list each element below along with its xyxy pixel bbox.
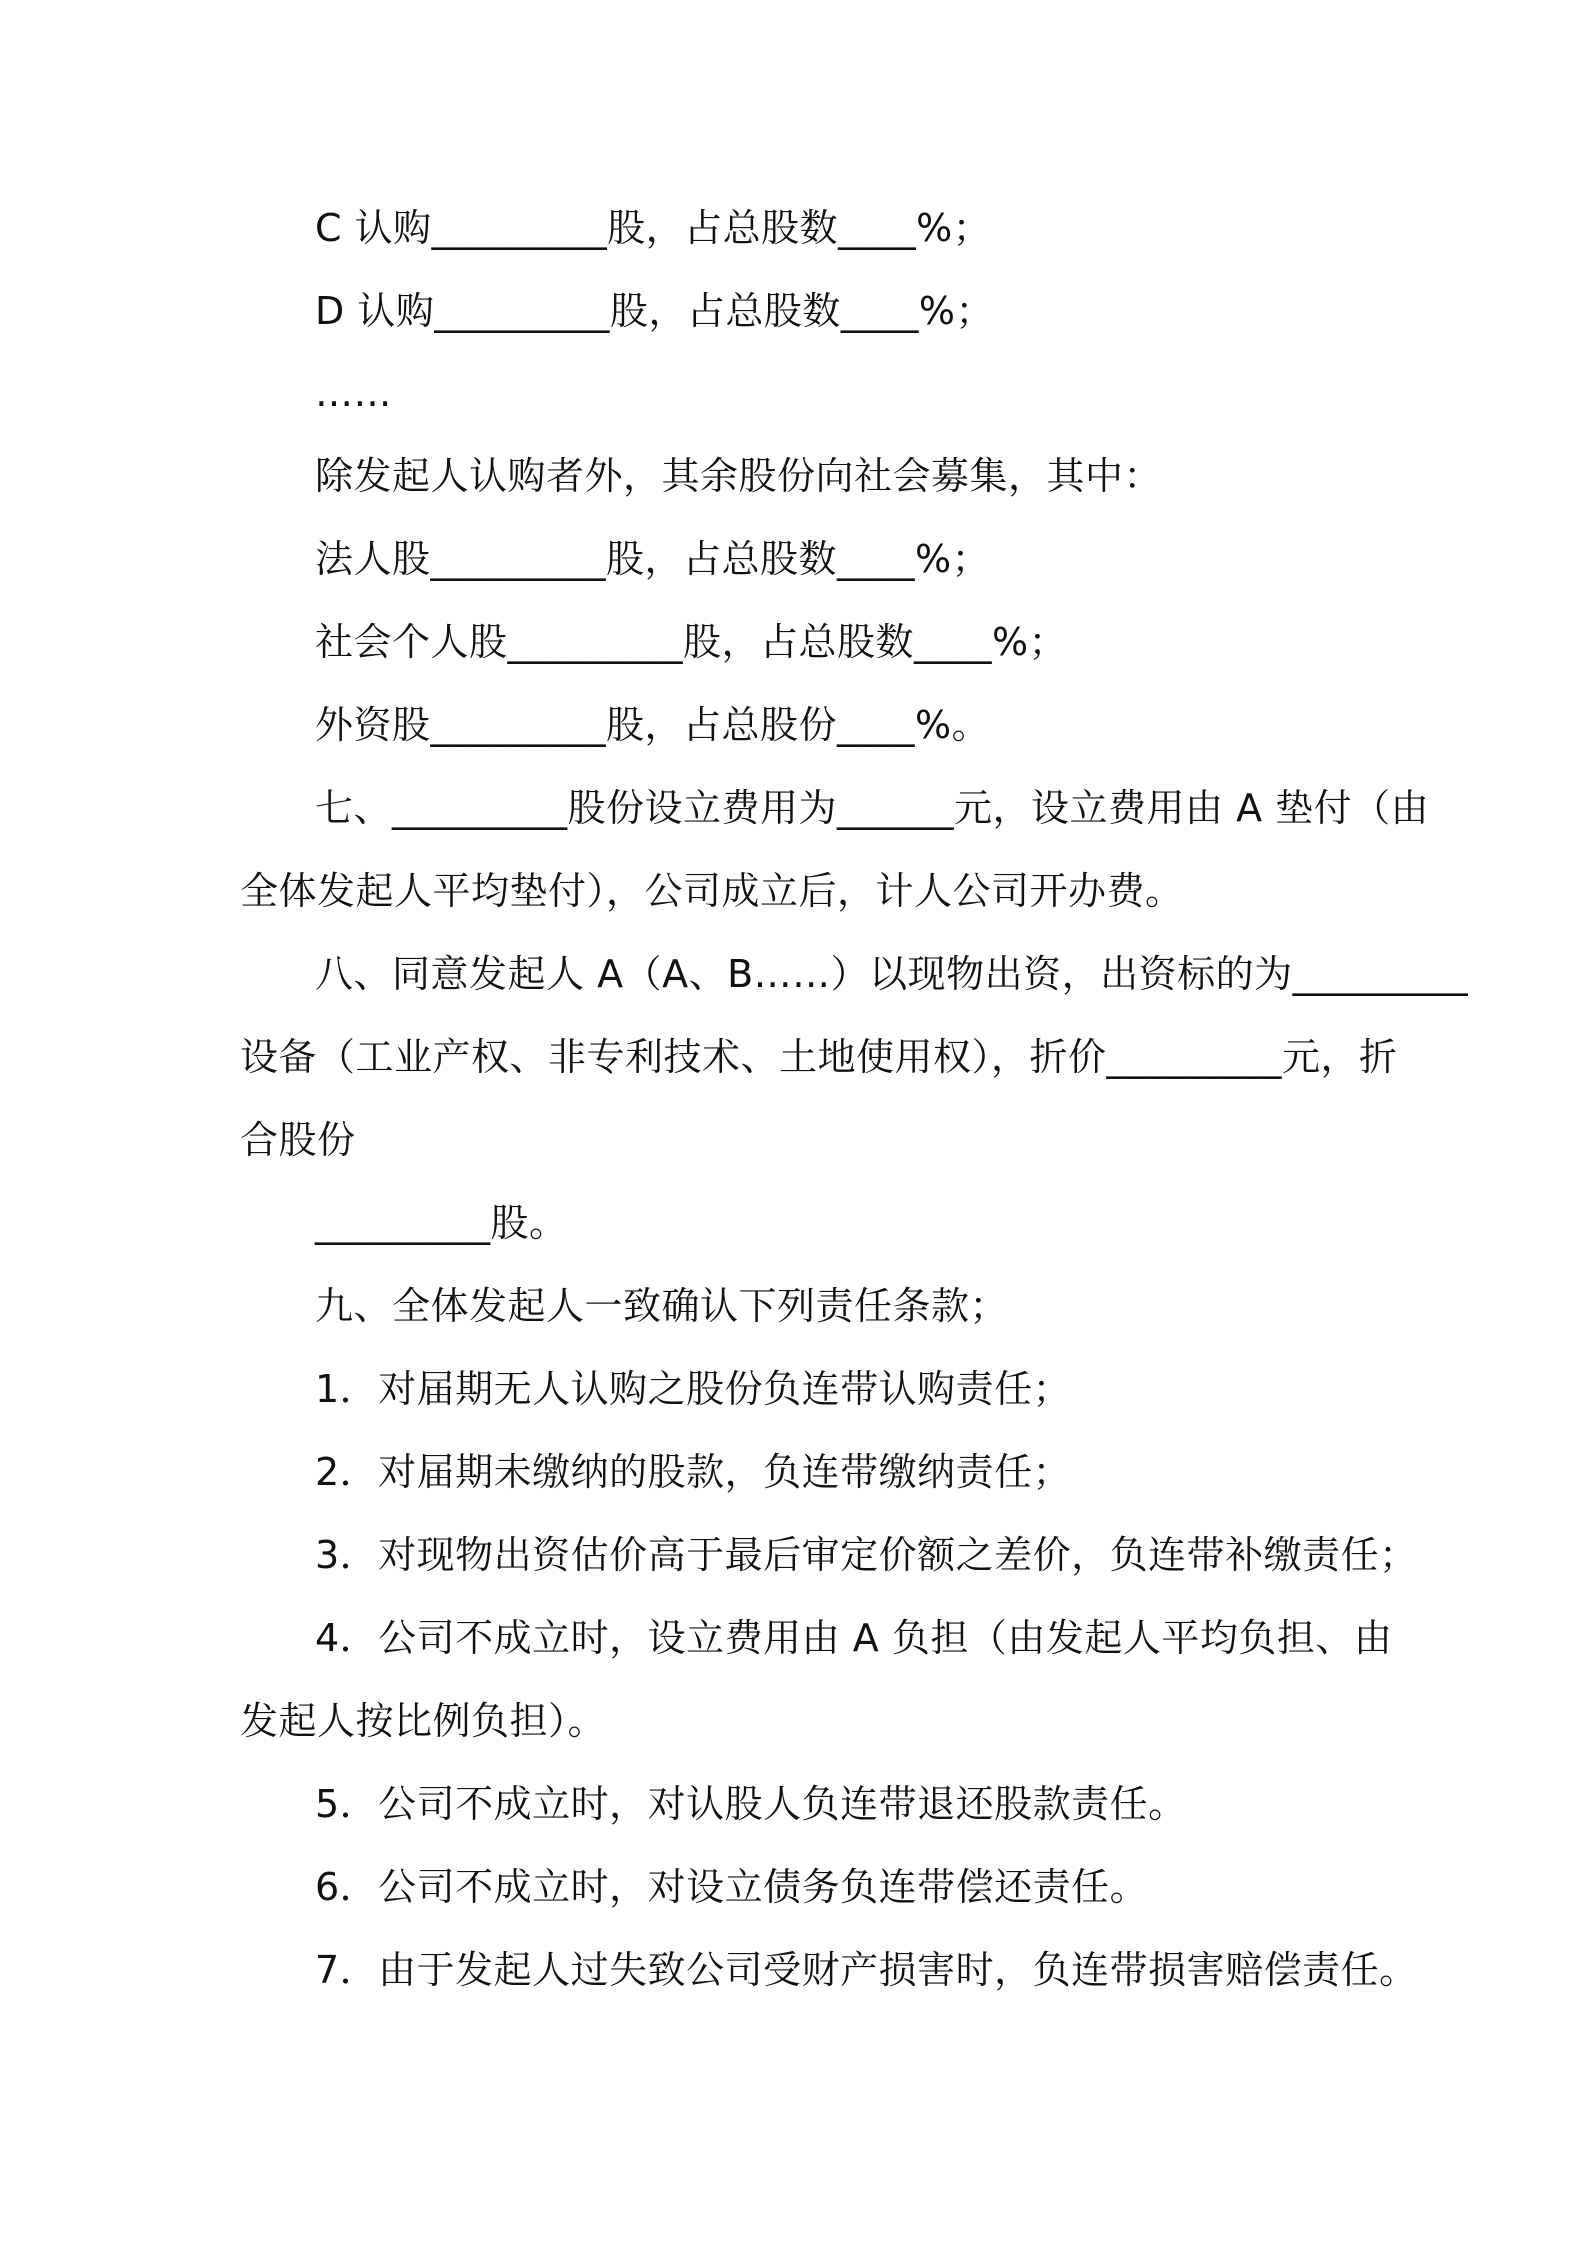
text-line: 法人股_________股，占总股数____%；: [315, 537, 991, 581]
text-line: 社会个人股_________股，占总股数____%；: [315, 620, 1068, 664]
text-line: 八、同意发起人 A（A、B……）以现物出资，出资标的为_________: [315, 952, 1469, 996]
text-line: 七、_________股份设立费用为______元，设立费用由 A 垫付（由: [315, 786, 1430, 830]
text-line: 2．对届期未缴纳的股款，负连带缴纳责任；: [315, 1450, 1072, 1494]
text-line: 发起人按比例负担）。: [240, 1699, 607, 1743]
text-line: ……: [315, 371, 392, 415]
text-line: 5．公司不成立时，对认股人负连带退还股款责任。: [315, 1782, 1187, 1826]
text-line: 设备（工业产权、非专利技术、土地使用权），折价_________元，折: [240, 1035, 1398, 1079]
text-line: 3．对现物出资估价高于最后审定价额之差价，负连带补缴责任；: [315, 1533, 1418, 1577]
text-line: _________股。: [315, 1201, 568, 1245]
text-line: 九、全体发起人一致确认下列责任条款；: [315, 1284, 1009, 1328]
text-line: 全体发起人平均垫付），公司成立后，计人公司开办费。: [240, 869, 1184, 913]
text-line: 1．对届期无人认购之股份负连带认购责任；: [315, 1367, 1072, 1411]
text-line: 合股份: [240, 1118, 356, 1162]
text-line: C 认购_________股，占总股数____%；: [315, 206, 992, 250]
text-line: 6．公司不成立时，对设立债务负连带偿还责任。: [315, 1865, 1149, 1909]
text-line: D 认购_________股，占总股数____%；: [315, 289, 994, 333]
text-line: 4．公司不成立时，设立费用由 A 负担（由发起人平均负担、由: [315, 1616, 1393, 1660]
text-line: 7．由于发起人过失致公司受财产损害时，负连带损害赔偿责任。: [315, 1948, 1418, 1992]
text-line: 除发起人认购者外，其余股份向社会募集，其中：: [315, 454, 1163, 498]
text-line: 外资股_________股，占总股份____%。: [315, 703, 991, 747]
